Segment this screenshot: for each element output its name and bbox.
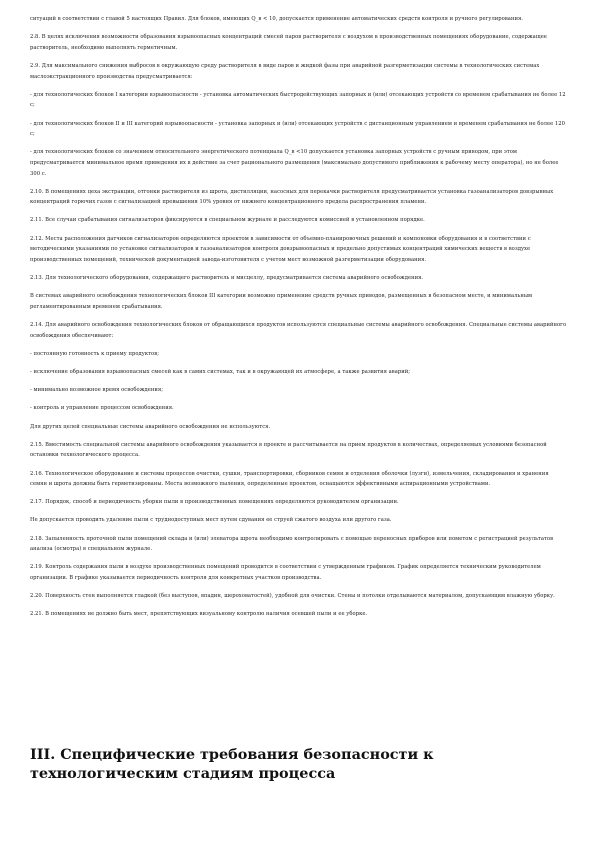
- paragraph: 2.12. Места расположения датчиков сигнализаторов определяются проектом в зависимости от объемно-планировочных решений и компоновки оборудования и в соответствии с методическими указаниями по установке сигнализаторов и газоанализаторов контроля довзрывоопасных и предельно допустимых концентраций химических веществ в воздухе производственных помещений, технической документацией завода-изготовителя с учетом мест возможной разгерметизации оборудования.: [30, 235, 531, 263]
- paragraph: 2.15. Вместимость специальной системы аварийного освобождения указывается в проекте и рассчитывается на прием продуктов в количествах, определяемых условиями безопасной остановки технологического процесса.: [30, 441, 547, 459]
- list-item: - для технологических блоков I категории взрывоопасности - установка автоматических быстродействующих запорных и (или) отсекающих устройств со временем срабатывания не более 12 с;: [30, 91, 566, 109]
- section-heading: III. Специфические требования безопасности к технологическим стадиям процесса: [30, 746, 434, 782]
- list-item: - для технологических блоков II и III категорий взрывоопасности - установка запорных и (или) отсекающих устройств с дистанционным управлением и временем срабатывания не более 120 с;: [30, 120, 565, 138]
- paragraph: В системах аварийного освобождения технологических блоков III категории возможно применение средств ручных приводов, размещенных в безопасном месте, и минимальным регламентированным временем срабатывания.: [30, 293, 533, 310]
- list-item: - для технологических блоков со значением относительного энергетического потенциала Q_в <10 допускается установка запорных устройств с ручным приводом, при этом предусматривается минимальное время приведения их в действие за счет рационального размещения (максимально допустимого приближения к рабочему месту оператора), но не более 300 с.: [30, 149, 559, 177]
- list-item: - минимально возможное время освобождения;: [30, 387, 164, 394]
- paragraph: 2.16. Технологическое оборудование и системы процессов очистки, сушки, транспортировки, сборников семян и отделения оболочки (лузги), измельчения, складирования и хранения семян и шрота должны быть герметизированы. Места возможного пыления, определенные проектом, оснащаются эффективными аспирационными устройствами.: [30, 470, 549, 488]
- list-item: - контроль и управление процессом освобождения.: [30, 405, 174, 412]
- paragraph: 2.19. Контроль содержания пыли в воздухе производственных помещений проводится в соответствии с утвержденным графиком. График определяется техническим руководителем организации. В графике указывается периодичность контроля для конкретных участков производства.: [30, 564, 541, 582]
- paragraph: 2.17. Порядок, способ и периодичность уборки пыли в производственных помещениях определяются руководителем организации.: [30, 499, 399, 506]
- paragraph: 2.20. Поверхность стен выполняется гладкой (без выступов, впадин, шероховатостей), удобной для очистки. Стены и потолки отделываются материалом, допускающим влажную уборку.: [30, 593, 555, 600]
- paragraph: 2.11. Все случаи срабатывания сигнализаторов фиксируются в специальном журнале и расследуются комиссией в установленном порядке.: [30, 217, 425, 224]
- paragraph: Не допускается проводить удаление пыли с труднодоступных мест путем сдувания ее струей сжатого воздуха или другого газа.: [30, 517, 392, 524]
- list-item: - исключение образования взрывоопасных смесей как в самих системах, так и в окружающей их атмосфере, а также развития аварий;: [30, 368, 411, 375]
- paragraph: Для других целей специальные системы аварийного освобождения не используются.: [30, 423, 271, 430]
- paragraph: ситуаций в соответствии с главой 5 настоящих Правил. Для блоков, имеющих Q_в < 10, допускается применение автоматических средств контроля и ручного регулирования.: [30, 16, 523, 22]
- list-item: - постоянную готовность к приему продуктов;: [30, 350, 160, 357]
- paragraph: 2.14. Для аварийного освобождения технологических блоков от обращающихся продуктов используются специальные системы аварийного освобождения. Специальные системы аварийного освобождения обеспечивают:: [30, 322, 567, 339]
- paragraph: 2.13. Для технологического оборудования, содержащего растворитель и мисцеллу, предусматривается система аварийного освобождения.: [30, 275, 424, 282]
- paragraph: 2.8. В целях исключения возможности образования взрывоопасных концентраций смесей паров растворителя с воздухом в производственных помещениях оборудование, содержащее растворитель, необходимо выполнять герметичным.: [30, 34, 547, 51]
- paragraph: 2.21. В помещениях не должно быть мест, препятствующих визуальному контролю наличия осевшей пыли и ее уборке.: [30, 611, 368, 618]
- document-body: [30, 14, 567, 628]
- paragraph: 2.10. В помещениях цеха экстракции, отгонки растворителя из шрота, дистилляции, насосных для перекачки растворителя предусматривается установка газоанализаторов довзрывных концентраций горючих газов с сигнализацией превышения 10% уровня от нижнего концентрационного предела распространения пламени.: [30, 188, 554, 206]
- paragraph: 2.9. Для максимального снижения выбросов в окружающую среду растворителя в виде паров и жидкой фазы при аварийной разгерметизации системы в технологических системах маслоэкстракционного производства предусматривается:: [30, 62, 540, 80]
- paragraph: 2.18. Запыленность проточной пыли помещений склада и (или) элеватора шрота необходимо контролировать с помощью переносных приборов или пометом с регистрацией результатов анализа (осмотра) в специальном журнале.: [30, 535, 554, 553]
